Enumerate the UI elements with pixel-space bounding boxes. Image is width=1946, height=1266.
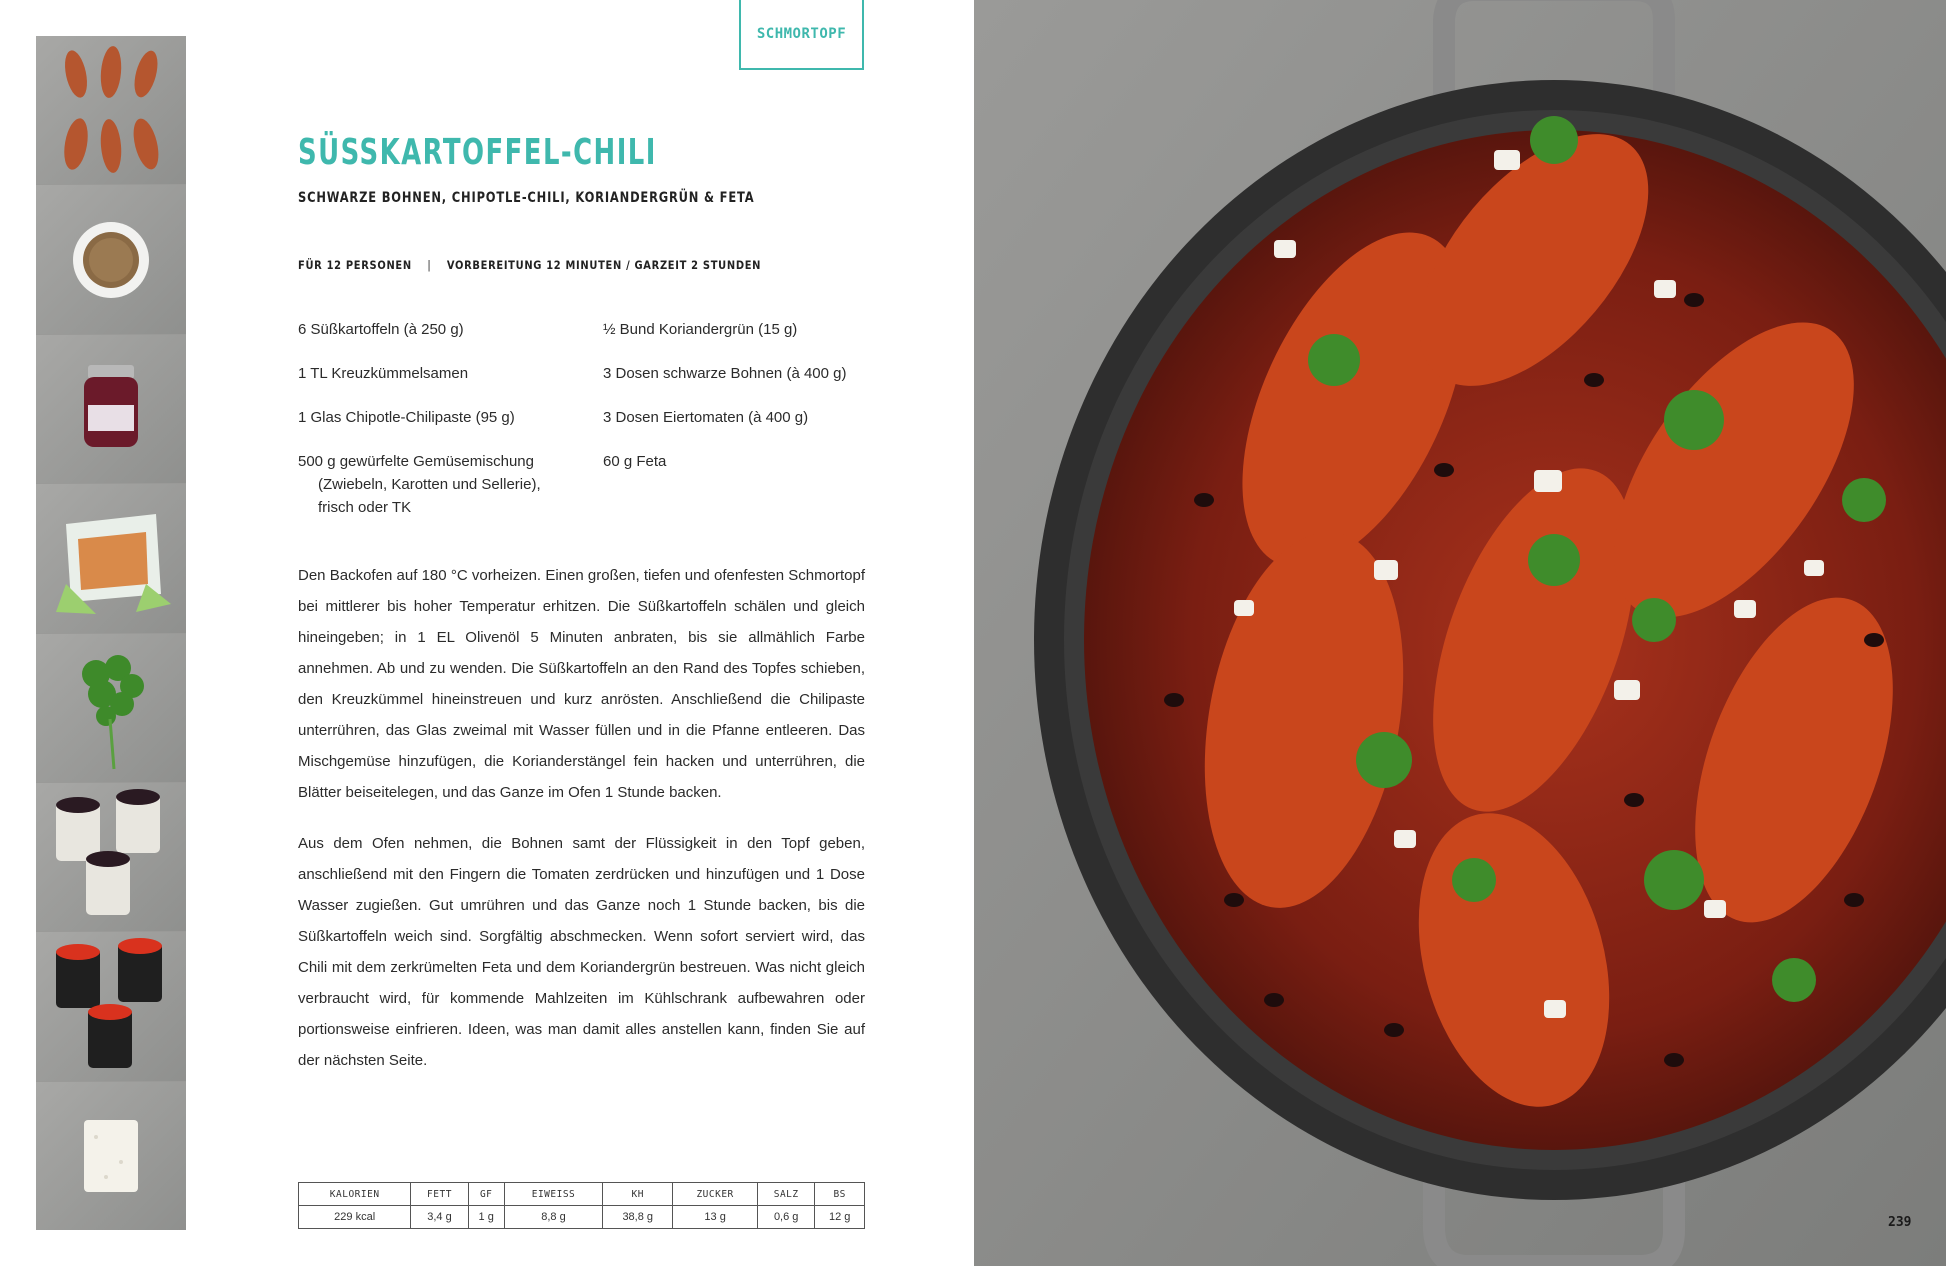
nutrition-value: 12 g (815, 1206, 865, 1229)
tomato-cans-photo (36, 931, 186, 1080)
ingredient-photo-strip (36, 36, 186, 1230)
nutrition-header: KH (603, 1183, 673, 1206)
ingredient-item: 1 TL Kreuzkümmelsamen (298, 365, 469, 382)
meta-separator: | (427, 258, 432, 272)
nutrition-value: 13 g (673, 1206, 758, 1229)
nutrition-header: SALZ (758, 1183, 815, 1206)
nutrition-header: FETT (411, 1183, 468, 1206)
nutrition-header: EIWEISS (504, 1183, 603, 1206)
nutrition-value: 3,4 g (411, 1206, 468, 1229)
ingredient-item: ½ Bund Koriandergrün (15 g) (603, 321, 798, 338)
method-paragraph: Den Backofen auf 180 °C vorheizen. Einen großen, tiefen und ofenfesten Schmortopf bei mittlerer bis hoher Temperatur erhitzen. Die Süßkartoffeln schälen und gleich hineingeben; in 1 EL Olivenöl 5 Minuten anbraten, bis sie allmählich Farbe annehmen. Ab und zu wenden. Die Süßkartoffeln an den Rand des Topfes schieben, den Kreuzkümmel hineinstreuen und kurz anrösten. Anschließend die Chilipaste unterrühren, das Glas zweimal mit Wasser füllen und in die Pfanne entleeren. Das Mischgemüse hinzufügen, die Korianderstängel fein hacken und unterrühren, die Blätter beiseitelegen, und das Ganze im Ofen 1 Stunde backen. (298, 567, 865, 801)
cook-time: VORBEREITUNG 12 MINUTEN / GARZEIT 2 STUNDEN (446, 258, 762, 272)
nutrition-header: GF (468, 1183, 504, 1206)
nutrition-value: 1 g (468, 1206, 504, 1229)
ingredient-item: 60 g Feta (603, 453, 667, 470)
nutrition-value: 8,8 g (504, 1206, 603, 1229)
nutrition-header: ZUCKER (673, 1183, 758, 1206)
cumin-bowl-photo (36, 184, 186, 333)
ingredient-item: 3 Dosen schwarze Bohnen (à 400 g) (603, 365, 847, 382)
method-paragraph: Aus dem Ofen nehmen, die Bohnen samt der Flüssigkeit in den Topf geben, anschließend mit den Fingern die Tomaten zerdrücken und hinzufügen und 1 Dose Wasser zugießen. Gut umrühren und das Ganze noch 1 Stunde backen, bis die Süßkartoffeln weich sind. Sorgfältig abschmecken. Wenn sofort serviert wird, das Chili mit dem zerkrümelten Feta und dem Koriandergrün bestreuen. Was nicht gleich verbraucht wird, für kommende Mahlzeiten im Kühlschrank aufbewahren oder portionsweise einfrieren. Ideen, was man damit alles anstellen kann, finden Sie auf der nächsten Seite. (298, 835, 865, 1069)
black-beans-cans-photo (36, 782, 186, 931)
coriander-bunch-photo (36, 633, 186, 782)
recipe-meta (298, 258, 761, 272)
recipe-title: SÜSSKARTOFFEL-CHILI (298, 132, 657, 173)
nutrition-header-row (299, 1183, 865, 1206)
section-tab: SCHMORTOPF (739, 0, 864, 70)
nutrition-header: KALORIEN (299, 1183, 411, 1206)
recipe-subtitle: SCHWARZE BOHNEN, CHIPOTLE-CHILI, KORIANDERGRÜN & FETA (298, 190, 755, 206)
ingredient-item: 6 Süßkartoffeln (à 250 g) (298, 321, 464, 338)
frozen-vegetables-photo (36, 483, 186, 632)
nutrition-value: 38,8 g (603, 1206, 673, 1229)
nutrition-table (298, 1182, 865, 1229)
chili-pan-photo (974, 0, 1946, 1266)
nutrition-header: BS (815, 1183, 865, 1206)
servings: FÜR 12 PERSONEN (298, 258, 412, 272)
nutrition-value: 229 kcal (299, 1206, 411, 1229)
feta-block-photo (36, 1081, 186, 1230)
ingredient-item: 3 Dosen Eiertomaten (à 400 g) (603, 409, 809, 426)
nutrition-value: 0,6 g (758, 1206, 815, 1229)
page-number: 239 (1888, 1215, 1912, 1230)
nutrition-value-row (299, 1206, 865, 1229)
chipotle-jar-photo (36, 334, 186, 483)
sweet-potatoes-photo (36, 36, 186, 184)
ingredient-item: 500 g gewürfelte Gemüsemischung (Zwiebeln, Karotten und Sellerie), frisch oder TK (298, 453, 541, 516)
ingredient-item: 1 Glas Chipotle-Chilipaste (95 g) (298, 409, 515, 426)
